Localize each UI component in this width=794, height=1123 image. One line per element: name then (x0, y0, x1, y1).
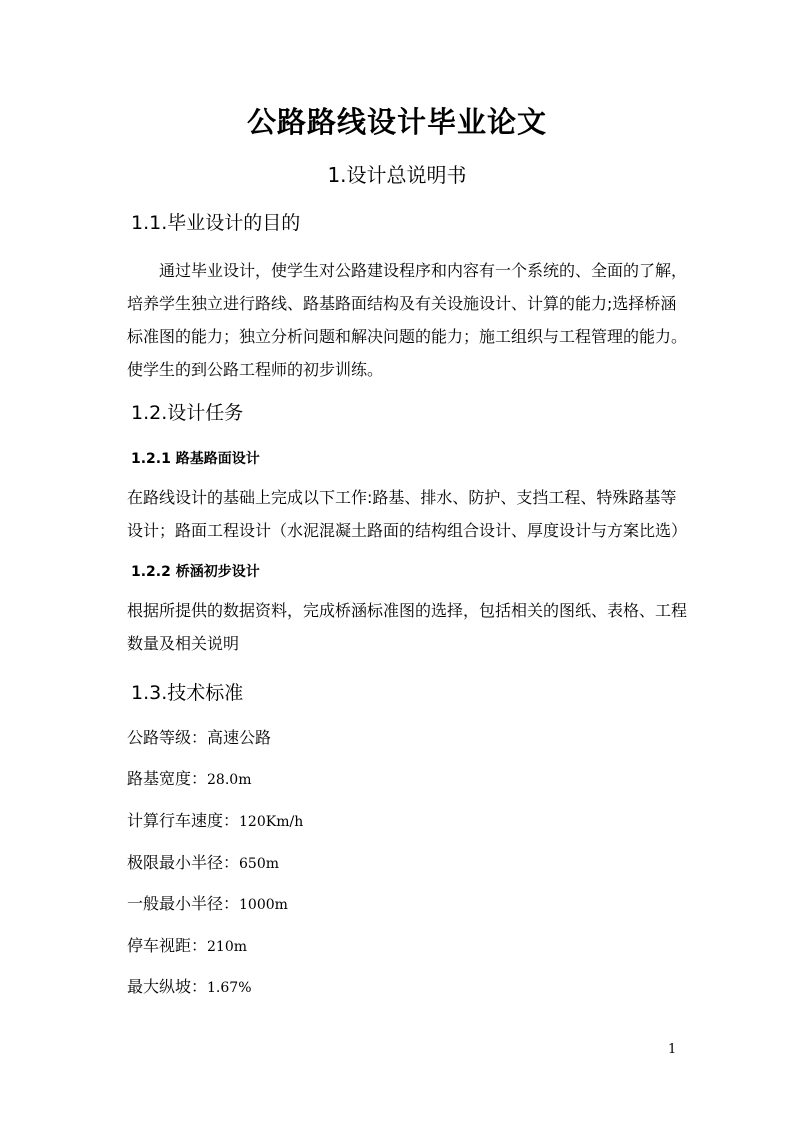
spec-label: 路基宽度： (127, 769, 208, 788)
section-heading-1-1: 1.1.毕业设计的目的 (131, 212, 301, 234)
spec-label: 最大纵坡： (127, 977, 208, 996)
subsection-body-1-2-2: 根据所提供的数据资料，完成桥涵标准图的选择，包括相关的图纸、表格、工程数量及相关说明 (127, 601, 688, 653)
spec-line-design-speed (127, 808, 303, 831)
spec-value: 120Km/h (239, 814, 304, 830)
spec-value: 210m (207, 939, 248, 955)
spec-value: 1.67% (207, 980, 252, 996)
spec-value: 高速公路 (207, 728, 272, 747)
document-title: 公路路线设计毕业论文 (246, 105, 547, 139)
spec-label: 一般最小半径： (127, 894, 240, 913)
subsection-heading-1-2-1: 1.2.1 路基路面设计 (131, 451, 260, 467)
spec-label: 公路等级： (127, 728, 208, 747)
subsection-heading-1-2-2: 1.2.2 桥涵初步设计 (131, 564, 260, 580)
chapter-heading: 1.设计总说明书 (327, 163, 467, 187)
spec-label: 计算行车速度： (127, 811, 240, 830)
spec-value: 28.0m (207, 772, 252, 788)
section-body-1-1: 通过毕业设计，使学生对公路建设程序和内容有一个系统的、全面的了解，培养学生独立进行路线、路基路面结构及有关设施设计、计算的能力;选择桥涵标准图的能力；独立分析问题和解决问题的能力；施工组织与工程管理的能力。使学生的到公路工程师的初步训练。 (127, 261, 688, 379)
spec-value: 650m (239, 856, 280, 872)
spec-line-general-min-radius (127, 891, 288, 914)
spec-line-max-grade (127, 974, 252, 997)
spec-value: 1000m (239, 897, 288, 913)
spec-line-road-grade (127, 725, 271, 748)
page-number: 1 (668, 1042, 677, 1057)
spec-line-limit-min-radius (127, 850, 279, 873)
spec-label: 停车视距： (127, 936, 208, 955)
spec-line-subgrade-width (127, 766, 251, 789)
section-heading-1-3: 1.3.技术标准 (131, 682, 244, 704)
section-heading-1-2: 1.2.设计任务 (131, 402, 244, 424)
spec-label: 极限最小半径： (127, 853, 240, 872)
spec-line-stopping-sight-distance (127, 933, 247, 956)
subsection-body-1-2-1: 在路线设计的基础上完成以下工作:路基、排水、防护、支挡工程、特殊路基等设计；路面工程设计（水泥混凝土路面的结构组合设计、厚度设计与方案比选） (127, 488, 688, 540)
